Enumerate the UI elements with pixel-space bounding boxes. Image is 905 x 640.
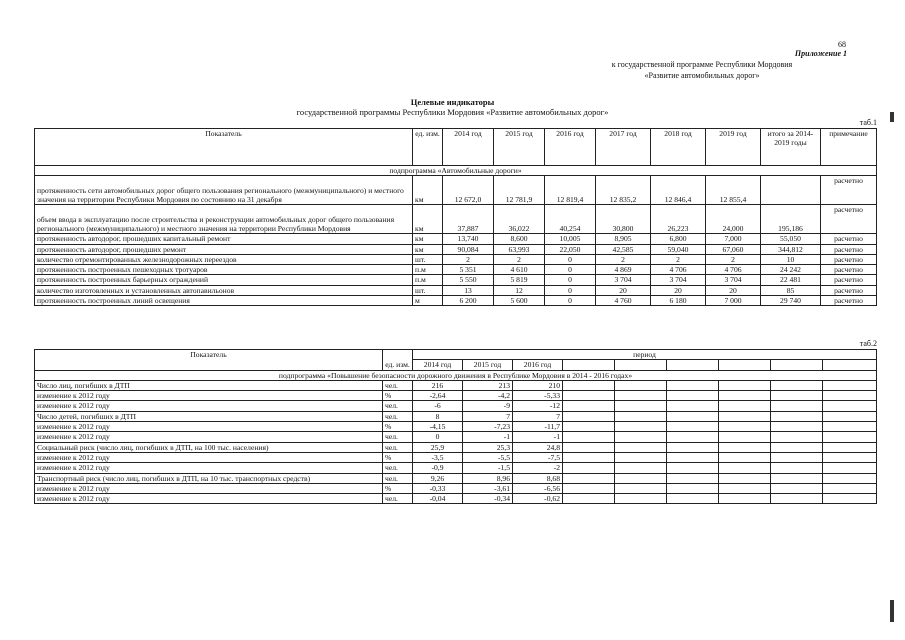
table-row (35, 422, 877, 432)
empty-cell (563, 380, 615, 390)
table2-header-cell: Показатель (35, 350, 383, 371)
value-cell: -3,5 (413, 452, 463, 462)
table-row (35, 265, 877, 275)
value-cell: 8,68 (513, 473, 563, 483)
unit-cell: шт. (413, 285, 443, 295)
value-cell: 195,186 (761, 205, 821, 234)
value-cell: 5 550 (443, 275, 494, 285)
value-cell: 24,8 (513, 442, 563, 452)
value-cell: -7,5 (513, 452, 563, 462)
value-cell: 29 740 (761, 295, 821, 305)
value-cell: 2 (706, 254, 761, 264)
value-cell: 25,9 (413, 442, 463, 452)
unit-cell: п.м (413, 275, 443, 285)
empty-cell (615, 411, 667, 421)
unit-cell: % (383, 391, 413, 401)
value-cell: 5 600 (494, 295, 545, 305)
table1-header-cell: примечание (821, 129, 877, 166)
value-cell: 12 672,0 (443, 176, 494, 205)
empty-cell (823, 391, 877, 401)
empty-cell (667, 411, 719, 421)
unit-cell: п.м (413, 265, 443, 275)
note-cell: расчетно (821, 244, 877, 254)
value-cell: 4 706 (706, 265, 761, 275)
table1-subprogram-row (35, 166, 877, 176)
indicator-name: протяженность построенных линий освещения (35, 295, 413, 305)
unit-cell: чел. (383, 401, 413, 411)
indicator-name: количество изготовленных и установленных автопавильонов (35, 285, 413, 295)
value-cell: 0 (545, 295, 596, 305)
value-cell: 10,005 (545, 234, 596, 244)
empty-cell (771, 391, 823, 401)
empty-cell (563, 442, 615, 452)
table-row (35, 442, 877, 452)
indicators-table-1 (34, 128, 877, 306)
value-cell: 6 200 (443, 295, 494, 305)
value-cell: 216 (413, 380, 463, 390)
table2-header-cell: 2014 год (413, 360, 463, 370)
page-number: 68 (838, 40, 846, 49)
value-cell: 7 (463, 411, 513, 421)
value-cell: 2 (596, 254, 651, 264)
unit-cell: чел. (383, 494, 413, 504)
value-cell: 24 242 (761, 265, 821, 275)
unit-cell: шт. (413, 254, 443, 264)
table-row (35, 234, 877, 244)
value-cell: 2 (494, 254, 545, 264)
table1-label: таб.1 (859, 118, 877, 127)
value-cell: 85 (761, 285, 821, 295)
value-cell: 4 869 (596, 265, 651, 275)
value-cell: -3,61 (463, 483, 513, 493)
unit-cell: чел. (383, 411, 413, 421)
table-row (35, 432, 877, 442)
empty-cell (563, 432, 615, 442)
value-cell: 12 (494, 285, 545, 295)
empty-cell (563, 473, 615, 483)
value-cell: 3 704 (596, 275, 651, 285)
note-cell: расчетно (821, 285, 877, 295)
indicator-name: Социальный риск (число лиц, погибших в ДТП, на 100 тыс. населения) (35, 442, 383, 452)
value-cell: -2,64 (413, 391, 463, 401)
note-cell: расчетно (821, 234, 877, 244)
empty-cell (615, 360, 667, 370)
note-cell: расчетно (821, 275, 877, 285)
value-cell: -0,04 (413, 494, 463, 504)
table-row (35, 391, 877, 401)
note-cell: расчетно (821, 176, 877, 205)
value-cell: -1 (513, 432, 563, 442)
indicator-name: протяженность сети автомобильных дорог общего пользования регионального (межмуниципального) и местного значения на территории Республики Мордовия по состоянию на 31 декабря (35, 176, 413, 205)
value-cell: 22,050 (545, 244, 596, 254)
empty-cell (719, 411, 771, 421)
empty-cell (823, 473, 877, 483)
value-cell: 8 (413, 411, 463, 421)
empty-cell (771, 473, 823, 483)
value-cell: 24,000 (706, 205, 761, 234)
indicator-name: протяженность построенных пешеходных тротуаров (35, 265, 413, 275)
value-cell: 4 760 (596, 295, 651, 305)
empty-cell (771, 411, 823, 421)
table1-header-cell: 2017 год (596, 129, 651, 166)
value-cell: 0 (413, 432, 463, 442)
value-cell: 20 (596, 285, 651, 295)
table1-header-cell: 2016 год (545, 129, 596, 166)
table1-header-cell: Показатель (35, 129, 413, 166)
unit-cell: км (413, 176, 443, 205)
empty-cell (823, 442, 877, 452)
indicator-name: изменение к 2012 году (35, 452, 383, 462)
indicator-name: протяженность построенных барьерных ограждений (35, 275, 413, 285)
empty-cell (615, 422, 667, 432)
note-cell: расчетно (821, 205, 877, 234)
scan-edge-mark (890, 112, 894, 122)
table1-header-cell: итого за 2014-2019 годы (761, 129, 821, 166)
unit-cell: км (413, 205, 443, 234)
empty-cell (563, 360, 615, 370)
value-cell: 37,887 (443, 205, 494, 234)
value-cell: 7 (513, 411, 563, 421)
empty-cell (823, 452, 877, 462)
empty-cell (563, 483, 615, 493)
empty-cell (719, 463, 771, 473)
value-cell: 12 819,4 (545, 176, 596, 205)
empty-cell (667, 401, 719, 411)
table1-header-cell: 2015 год (494, 129, 545, 166)
empty-cell (615, 391, 667, 401)
indicator-name: Число лиц, погибших в ДТП (35, 380, 383, 390)
unit-cell: чел. (383, 463, 413, 473)
empty-cell (823, 463, 877, 473)
empty-cell (563, 494, 615, 504)
empty-cell (719, 494, 771, 504)
empty-cell (771, 422, 823, 432)
value-cell: 20 (706, 285, 761, 295)
table2-label: таб.2 (859, 339, 877, 348)
value-cell: -5,33 (513, 391, 563, 401)
value-cell: 25,3 (463, 442, 513, 452)
empty-cell (667, 380, 719, 390)
empty-cell (771, 483, 823, 493)
table2-header-cell: период (413, 350, 877, 360)
empty-cell (719, 442, 771, 452)
table1-header-cell: 2014 год (443, 129, 494, 166)
value-cell: 213 (463, 380, 513, 390)
indicator-name: изменение к 2012 году (35, 463, 383, 473)
value-cell: 55,050 (761, 234, 821, 244)
table2-subprogram-row (35, 370, 877, 380)
value-cell: 10 (761, 254, 821, 264)
scan-edge-mark (890, 600, 894, 622)
empty-cell (719, 360, 771, 370)
value-cell: 0 (545, 265, 596, 275)
table1-header-row (35, 129, 877, 166)
value-cell: -4,15 (413, 422, 463, 432)
table-row (35, 494, 877, 504)
value-cell: -2 (513, 463, 563, 473)
value-cell: 6,800 (651, 234, 706, 244)
unit-cell: % (383, 422, 413, 432)
value-cell: -6 (413, 401, 463, 411)
empty-cell (719, 401, 771, 411)
empty-cell (823, 401, 877, 411)
indicator-name: протяженность автодорог, прошедших ремонт (35, 244, 413, 254)
indicator-name: протяженность автодорог, прошедших капитальный ремонт (35, 234, 413, 244)
empty-cell (719, 380, 771, 390)
empty-cell (667, 494, 719, 504)
table-row (35, 401, 877, 411)
note-cell: расчетно (821, 295, 877, 305)
empty-cell (667, 463, 719, 473)
value-cell: 90,084 (443, 244, 494, 254)
unit-cell: км (413, 234, 443, 244)
empty-cell (823, 494, 877, 504)
table-row (35, 483, 877, 493)
value-cell: 2 (651, 254, 706, 264)
empty-cell (615, 463, 667, 473)
value-cell: 26,223 (651, 205, 706, 234)
value-cell: 5 819 (494, 275, 545, 285)
empty-cell (615, 432, 667, 442)
empty-cell (823, 411, 877, 421)
table2-header-row (35, 350, 877, 360)
value-cell: 22 481 (761, 275, 821, 285)
unit-cell: чел. (383, 442, 413, 452)
empty-cell (719, 422, 771, 432)
value-cell: -6,56 (513, 483, 563, 493)
table-row (35, 285, 877, 295)
value-cell: -1 (463, 432, 513, 442)
value-cell: -7,23 (463, 422, 513, 432)
value-cell: 7 000 (706, 295, 761, 305)
value-cell: -12 (513, 401, 563, 411)
unit-cell: % (383, 483, 413, 493)
empty-cell (615, 494, 667, 504)
indicator-name: изменение к 2012 году (35, 483, 383, 493)
empty-cell (563, 391, 615, 401)
empty-cell (771, 463, 823, 473)
value-cell: -0,9 (413, 463, 463, 473)
empty-cell (823, 483, 877, 493)
appendix-header (537, 48, 867, 81)
empty-cell (563, 411, 615, 421)
document-title: Целевые индикаторы (410, 97, 495, 107)
value-cell: 0 (545, 275, 596, 285)
value-cell: 3 704 (651, 275, 706, 285)
table1-subprogram: подпрограмма «Автомобильные дороги» (35, 166, 877, 176)
table1-header-cell: 2019 год (706, 129, 761, 166)
value-cell: 5 351 (443, 265, 494, 275)
empty-cell (719, 473, 771, 483)
table-row (35, 411, 877, 421)
table-row (35, 244, 877, 254)
table2-header-cell: ед. изм. (383, 350, 413, 371)
empty-cell (615, 452, 667, 462)
empty-cell (719, 452, 771, 462)
empty-cell (771, 494, 823, 504)
table1-header-cell: ед. изм. (413, 129, 443, 166)
indicator-name: изменение к 2012 году (35, 401, 383, 411)
empty-cell (667, 360, 719, 370)
value-cell: 0 (545, 254, 596, 264)
empty-cell (667, 483, 719, 493)
value-cell: 63,993 (494, 244, 545, 254)
empty-cell (615, 473, 667, 483)
table1-header-cell: 2018 год (651, 129, 706, 166)
empty-cell (563, 463, 615, 473)
table-row (35, 380, 877, 390)
unit-cell: м (413, 295, 443, 305)
empty-cell (823, 432, 877, 442)
empty-cell (563, 422, 615, 432)
empty-cell (719, 391, 771, 401)
value-cell: 13,740 (443, 234, 494, 244)
value-cell: 13 (443, 285, 494, 295)
table-row (35, 254, 877, 264)
empty-cell (771, 380, 823, 390)
value-cell: 30,800 (596, 205, 651, 234)
indicator-name: изменение к 2012 году (35, 432, 383, 442)
table-row (35, 452, 877, 462)
table2-header-cell: 2015 год (463, 360, 513, 370)
value-cell: 12 781,9 (494, 176, 545, 205)
empty-cell (719, 432, 771, 442)
value-cell: 210 (513, 380, 563, 390)
value-cell (761, 176, 821, 205)
value-cell: 42,585 (596, 244, 651, 254)
value-cell: 12 835,2 (596, 176, 651, 205)
unit-cell: чел. (383, 432, 413, 442)
value-cell: 4 610 (494, 265, 545, 275)
value-cell: -9 (463, 401, 513, 411)
empty-cell (615, 401, 667, 411)
value-cell: 8,905 (596, 234, 651, 244)
empty-cell (771, 442, 823, 452)
empty-cell (771, 401, 823, 411)
indicator-name: Транспортный риск (число лиц, погибших в ДТП, на 10 тыс. транспортных средств) (35, 473, 383, 483)
empty-cell (823, 422, 877, 432)
indicator-name: объем ввода в эксплуатацию после строительства и реконструкции автомобильных дорог общего пользования регионального (межмуниципального) и местного значения на территории Республики Мордовия (35, 205, 413, 234)
value-cell: 40,254 (545, 205, 596, 234)
value-cell: -0,33 (413, 483, 463, 493)
table-row (35, 463, 877, 473)
unit-cell: чел. (383, 380, 413, 390)
empty-cell (719, 483, 771, 493)
appendix-line-1: к государственной программе Республики Мордовия (611, 60, 793, 69)
note-cell: расчетно (821, 254, 877, 264)
value-cell: -0,62 (513, 494, 563, 504)
table-row (35, 176, 877, 205)
value-cell: 12 846,4 (651, 176, 706, 205)
empty-cell (823, 380, 877, 390)
value-cell: 12 855,4 (706, 176, 761, 205)
value-cell: 59,040 (651, 244, 706, 254)
empty-cell (771, 452, 823, 462)
empty-cell (667, 432, 719, 442)
indicator-name: Число детей, погибших в ДТП (35, 411, 383, 421)
table2-header-cell: 2016 год (513, 360, 563, 370)
value-cell: 7,000 (706, 234, 761, 244)
document-subtitle: государственной программы Республики Мордовия «Развитие автомобильных дорог» (296, 107, 609, 117)
indicator-name: изменение к 2012 году (35, 391, 383, 401)
table2-subprogram: подпрограмма «Повышение безопасности дорожного движения в Республике Мордовия в 2014 - 2016 годах» (35, 370, 877, 380)
table-row (35, 473, 877, 483)
value-cell: -5,5 (463, 452, 513, 462)
appendix-title: Приложение 1 (794, 49, 847, 58)
empty-cell (563, 452, 615, 462)
value-cell: -4,2 (463, 391, 513, 401)
value-cell: 4 706 (651, 265, 706, 275)
table-row (35, 295, 877, 305)
value-cell: -0,34 (463, 494, 513, 504)
empty-cell (771, 432, 823, 442)
empty-cell (615, 380, 667, 390)
note-cell: расчетно (821, 265, 877, 275)
empty-cell (771, 360, 823, 370)
unit-cell: км (413, 244, 443, 254)
indicator-name: изменение к 2012 году (35, 494, 383, 504)
empty-cell (615, 442, 667, 452)
value-cell: 67,060 (706, 244, 761, 254)
value-cell: 20 (651, 285, 706, 295)
empty-cell (823, 360, 877, 370)
empty-cell (667, 422, 719, 432)
table-row (35, 205, 877, 234)
value-cell: 9,26 (413, 473, 463, 483)
value-cell: 0 (545, 285, 596, 295)
value-cell: 8,600 (494, 234, 545, 244)
value-cell: -1,5 (463, 463, 513, 473)
empty-cell (615, 483, 667, 493)
unit-cell: % (383, 452, 413, 462)
indicator-name: изменение к 2012 году (35, 422, 383, 432)
empty-cell (563, 401, 615, 411)
value-cell: 2 (443, 254, 494, 264)
empty-cell (667, 442, 719, 452)
indicator-name: количество отремонтированных железнодорожных переездов (35, 254, 413, 264)
value-cell: 36,022 (494, 205, 545, 234)
unit-cell: чел. (383, 473, 413, 483)
empty-cell (667, 452, 719, 462)
value-cell: 344,812 (761, 244, 821, 254)
empty-cell (667, 391, 719, 401)
value-cell: 6 180 (651, 295, 706, 305)
empty-cell (667, 473, 719, 483)
value-cell: 3 704 (706, 275, 761, 285)
value-cell: 8,96 (463, 473, 513, 483)
indicators-table-2 (34, 349, 877, 504)
value-cell: -11,7 (513, 422, 563, 432)
table-row (35, 275, 877, 285)
appendix-line-2: «Развитие автомобильных дорог» (644, 71, 760, 80)
